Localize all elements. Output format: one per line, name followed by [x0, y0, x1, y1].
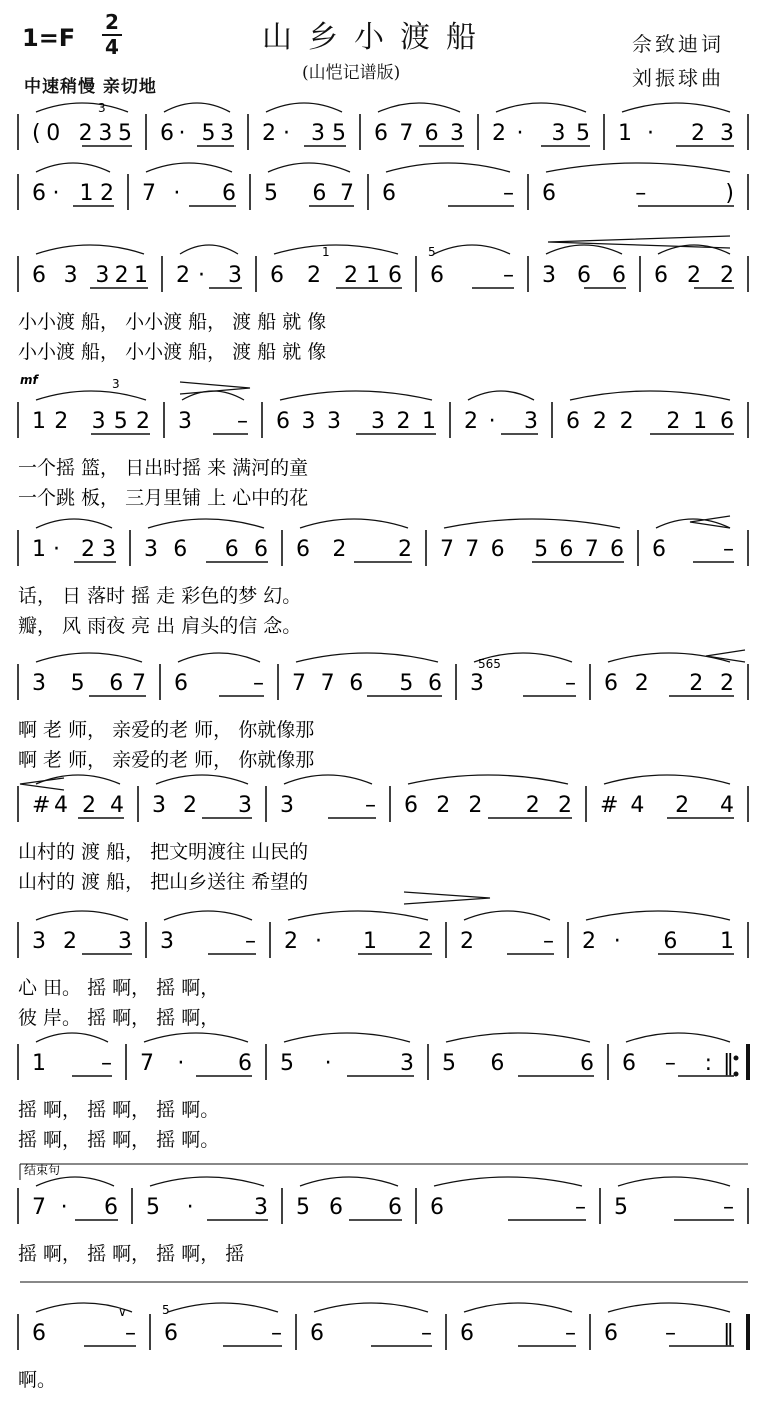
measure-notes: 6 –	[164, 1321, 282, 1346]
decrescendo-hairpin	[180, 382, 250, 394]
measure-notes: 6 –	[32, 1321, 136, 1346]
slur	[36, 911, 128, 920]
lyric-verse-2: 瓣， 风 雨夜 亮 出 肩头的信 念。	[18, 615, 302, 637]
measure-notes: 7· 6	[32, 1195, 118, 1220]
lyric-verse-2: 啊 老 师， 亲爱的老 师， 你就像那	[18, 749, 315, 771]
slur	[146, 163, 232, 172]
measure-notes: 6763	[374, 121, 464, 146]
measure-notes: 56 6	[296, 1195, 402, 1220]
grace-note: 5	[162, 1303, 170, 1317]
measure-notes: 5· 3	[280, 1051, 414, 1076]
measure-notes: (0 235	[32, 121, 132, 146]
measure-notes: 6 –	[652, 537, 734, 562]
measure-notes: 5 67	[264, 181, 354, 206]
lyric-verse-1: 啊 老 师， 亲爱的老 师， 你就像那	[18, 719, 315, 741]
measure-notes: 62 22	[604, 671, 734, 696]
measure-notes: 62 2	[296, 537, 412, 562]
slur	[36, 103, 128, 112]
lyric-verse-1: 摇 啊， 摇 啊， 摇 啊。	[18, 1099, 220, 1121]
measure-notes: 3 –	[280, 793, 376, 818]
slur	[36, 163, 110, 172]
slur	[408, 775, 568, 784]
slur	[296, 653, 438, 662]
measure-notes: 32 3	[32, 929, 132, 954]
measure-notes: 6 –	[430, 1195, 586, 1220]
meter-bottom: 4	[105, 35, 119, 59]
slur	[586, 911, 730, 920]
decrescendo-hairpin	[548, 236, 730, 248]
lyric-verse-1: 小小渡 船， 小小渡 船， 渡 船 就 像	[18, 311, 327, 333]
tempo-marking: 中速稍慢 亲切地	[24, 77, 157, 97]
slur	[604, 775, 730, 784]
slur	[284, 1033, 410, 1042]
slur	[168, 1303, 278, 1312]
lyric-verse-1: 啊。	[18, 1369, 57, 1391]
slur	[300, 1177, 398, 1186]
breath-mark: ∨	[118, 1305, 127, 1319]
lyric-verse-1: 话， 日 落时 摇 走 彩色的梦 幻。	[18, 585, 302, 607]
measure-notes: 776 5676	[440, 537, 624, 562]
measure-notes: 1· 23	[618, 121, 734, 146]
measure-notes: 6 – )	[542, 181, 734, 206]
grace-note: 5	[428, 245, 436, 259]
measure-notes: 6 2 2	[654, 263, 734, 288]
measure-notes: 2· 6 1	[582, 929, 734, 954]
lyric-verse-1: 心 田。 摇 啊， 摇 啊，	[18, 977, 220, 999]
measure-notes: 622 216	[566, 409, 734, 434]
slur	[36, 653, 142, 662]
lyric-verse-2: 小小渡 船， 小小渡 船， 渡 船 就 像	[18, 341, 327, 363]
measure-notes: 3 6 6	[542, 263, 626, 288]
lyric-verse-2: 山村的 渡 船， 把山乡送往 希望的	[18, 871, 309, 893]
crescendo-hairpin	[690, 516, 730, 528]
measure-notes: 6 – ‖	[604, 1321, 734, 1346]
measure-notes: 622 22	[404, 793, 572, 818]
slur	[546, 163, 730, 172]
triplet-mark: 3	[98, 101, 106, 115]
lyric-verse-2: 摇 啊， 摇 啊， 摇 啊。	[18, 1129, 220, 1151]
lyric-verse-1: 山村的 渡 船， 把文明渡往 山民的	[18, 841, 309, 863]
measure-notes: 6 –	[310, 1321, 432, 1346]
slur	[268, 163, 350, 172]
coda-label: 结束句	[24, 1163, 61, 1177]
measure-notes: 36 66	[144, 537, 268, 562]
measure-notes: 7· 6	[142, 181, 236, 206]
measure-notes: 776 56	[292, 671, 442, 696]
decrescendo-hairpin	[404, 892, 490, 904]
measure-notes: 6 – :‖	[622, 1051, 734, 1076]
slur	[164, 103, 230, 112]
measure-notes: #4 2 4	[600, 793, 734, 818]
measure-notes: 7· 6	[140, 1051, 252, 1076]
slur	[546, 245, 622, 254]
slur	[468, 391, 534, 400]
slur	[608, 1303, 730, 1312]
slur	[314, 1303, 428, 1312]
song-subtitle: (山恺记谱版)	[302, 63, 401, 83]
meter-top: 2	[105, 10, 119, 34]
measure-notes: 6· 53	[160, 121, 234, 146]
slur	[288, 911, 428, 920]
measure-notes: 6 3 321	[32, 263, 148, 288]
measure-notes: 633 321	[276, 409, 436, 434]
lyric-verse-2: 彼 岸。 摇 啊， 摇 啊，	[18, 1007, 220, 1029]
lyric-verse-1: 摇 啊， 摇 啊， 摇 啊， 摇	[18, 1243, 245, 1265]
slur	[280, 391, 432, 400]
slur	[156, 775, 248, 784]
measure-notes: 2· 35	[492, 121, 590, 146]
measure-notes: 3 –	[178, 409, 248, 434]
lyric-verse-1: 一个摇 篮， 日出时摇 来 满河的童	[18, 457, 309, 479]
measure-notes: 32 3	[152, 793, 252, 818]
slur	[608, 653, 730, 662]
song-title: 山乡小渡船	[262, 20, 492, 55]
measure-notes: 1· 23	[32, 537, 116, 562]
slur	[446, 1033, 590, 1042]
slur	[266, 103, 342, 112]
lyricist-credit: 佘致迪词	[632, 32, 724, 56]
slur	[180, 245, 238, 254]
measure-notes: 2· 35	[262, 121, 346, 146]
slur	[164, 911, 252, 920]
composer-credit: 刘振球曲	[632, 66, 724, 90]
slur	[36, 519, 112, 528]
measure-notes: 5· 3	[146, 1195, 268, 1220]
measure-notes: 6 –	[174, 671, 264, 696]
slur	[464, 911, 550, 920]
measure-notes: 5 –	[614, 1195, 734, 1220]
measure-notes: 2 –	[460, 929, 554, 954]
slur	[36, 391, 146, 400]
slur	[148, 519, 264, 528]
slur	[618, 1177, 730, 1186]
slur	[36, 1033, 108, 1042]
key-signature: 1=F	[22, 24, 76, 52]
slur	[378, 103, 460, 112]
slur	[434, 1177, 582, 1186]
repeat-dot	[734, 1072, 739, 1077]
slur	[36, 245, 144, 254]
measure-notes: 6 –	[382, 181, 514, 206]
slur	[464, 1303, 572, 1312]
slur	[386, 163, 510, 172]
measure-notes: 1 –	[32, 1051, 112, 1076]
measure-notes: 3 –	[160, 929, 256, 954]
slur	[274, 245, 398, 254]
slur	[300, 519, 408, 528]
slur	[150, 1177, 264, 1186]
crescendo-hairpin	[20, 778, 64, 790]
measure-notes: 2· 3	[176, 263, 242, 288]
repeat-dot	[734, 1056, 739, 1061]
slur	[434, 245, 510, 254]
slur	[182, 391, 244, 400]
dynamic-mf: mf	[20, 373, 38, 387]
measure-notes: 3 –	[470, 671, 576, 696]
slur	[626, 1033, 730, 1042]
slur	[178, 653, 260, 662]
measure-notes: 6 2 216	[270, 263, 402, 288]
measure-notes: #4 2 4	[32, 793, 124, 818]
measure-notes: 6 –	[430, 263, 514, 288]
slur	[36, 1177, 114, 1186]
lyric-verse-2: 一个跳 板， 三月里铺 上 心中的花	[18, 487, 309, 509]
measure-notes: 6 –	[460, 1321, 576, 1346]
slur	[622, 103, 730, 112]
slur	[284, 775, 372, 784]
measure-notes: 2· 3	[464, 409, 538, 434]
grace-note: 1	[322, 245, 330, 259]
measure-notes: 3 5 67	[32, 671, 146, 696]
slur	[444, 519, 620, 528]
triplet-mark: 3	[112, 377, 120, 391]
measure-notes: 12 352	[32, 409, 150, 434]
measure-notes: 56 6	[442, 1051, 594, 1076]
grace-note: 565	[478, 657, 501, 671]
measure-notes: 2· 1 2	[284, 929, 432, 954]
slur	[496, 103, 586, 112]
slur	[144, 1033, 248, 1042]
measure-notes: 6· 12	[32, 181, 114, 206]
slur	[570, 391, 730, 400]
